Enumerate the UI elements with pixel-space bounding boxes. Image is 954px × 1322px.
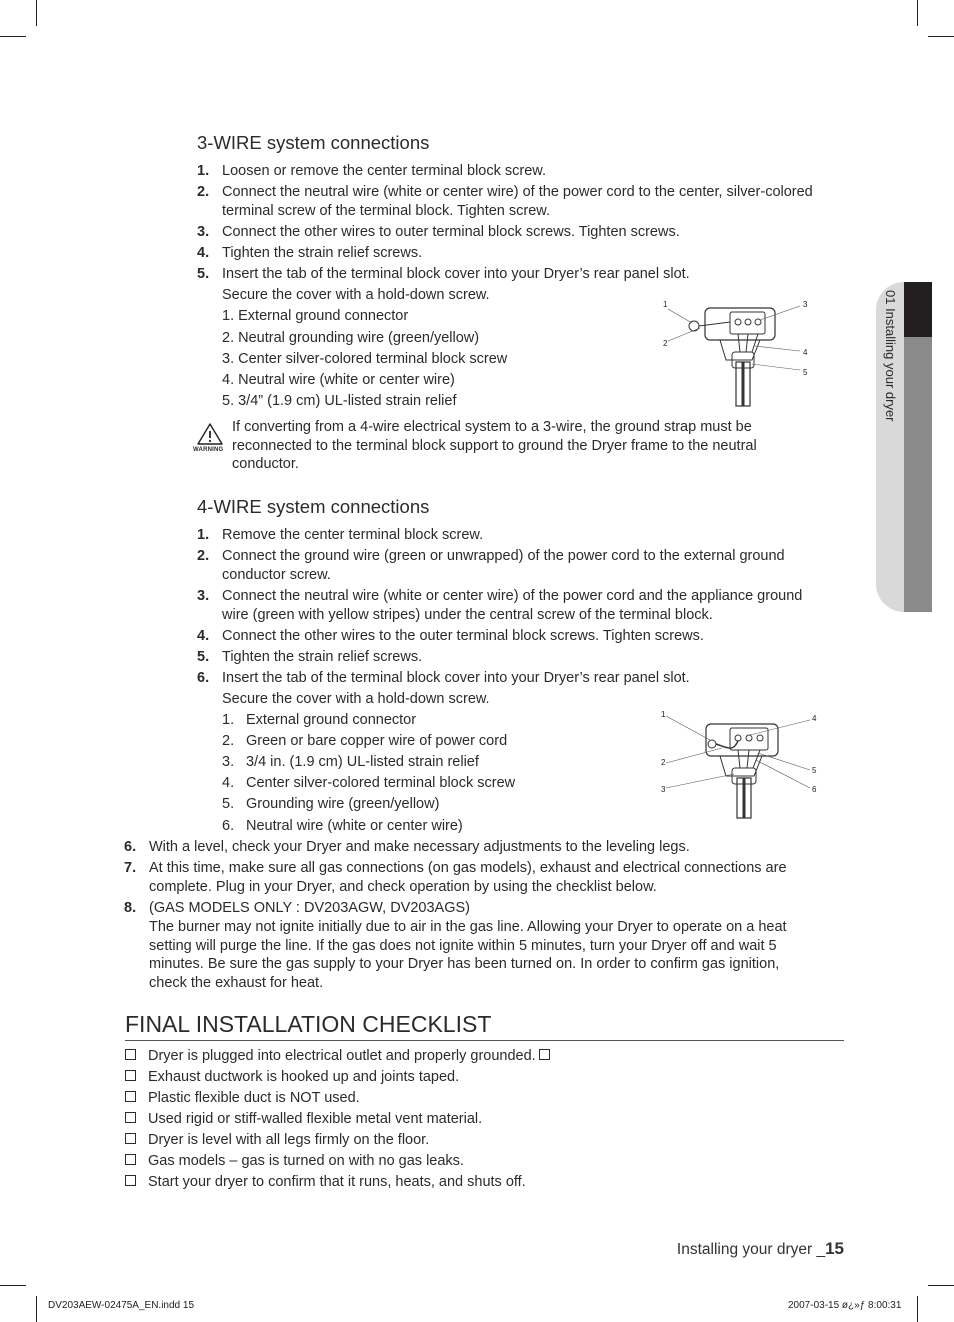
checklist-item: Plastic flexible duct is NOT used.	[125, 1088, 360, 1108]
chapter-tab-marker	[904, 282, 932, 337]
section-heading-4-wire: 4-WIRE system connections	[197, 496, 430, 517]
diagram-callout: 5	[812, 766, 817, 775]
chapter-tab-bar	[904, 337, 932, 612]
crop-mark	[0, 1285, 26, 1286]
checkbox-icon	[125, 1049, 136, 1060]
diagram-callout: 4	[803, 348, 808, 357]
checkbox-icon	[539, 1049, 550, 1060]
part-label: 4. Neutral wire (white or center wire)	[222, 372, 455, 388]
crop-mark	[0, 36, 26, 37]
part-label: 6. Neutral wire (white or center wire)	[222, 818, 463, 834]
print-timestamp: 2007-03-15 ø¿»ƒ 8:00:31	[788, 1300, 902, 1311]
diagram-callout: 4	[812, 714, 817, 723]
checkbox-icon	[125, 1091, 136, 1102]
checklist-item: Dryer is level with all legs firmly on the floor.	[125, 1130, 429, 1150]
diagram-callout: 1	[661, 710, 666, 719]
checkbox-icon	[125, 1133, 136, 1144]
file-slug: DV203AEW-02475A_EN.indd 15	[48, 1300, 195, 1311]
checklist-item: Start your dryer to confirm that it runs, heats, and shuts off.	[125, 1172, 526, 1192]
warning-icon	[196, 422, 224, 446]
crop-mark	[36, 0, 37, 26]
warning-text: If converting from a 4-wire electrical system to a 3-wire, the ground strap must be reconnected to the terminal block support to ground the Dryer frame to the neutral conductor.	[232, 419, 757, 472]
part-label: 2. Green or bare copper wire of power cord	[222, 733, 508, 749]
crop-mark	[928, 1285, 954, 1286]
diagram-callout: 2	[661, 758, 666, 767]
checklist-item: Used rigid or stiff-walled flexible metal vent material.	[125, 1109, 482, 1129]
crop-mark	[917, 0, 918, 26]
page-footer: Installing your dryer _15	[676, 1239, 844, 1258]
checklist-item: Gas models – gas is turned on with no gas leaks.	[125, 1151, 464, 1171]
part-label: 1. External ground connector	[222, 308, 409, 324]
crop-mark	[917, 1296, 918, 1322]
part-label: 1. External ground connector	[222, 712, 417, 728]
part-label: 5. 3/4” (1.9 cm) UL-listed strain relief	[222, 393, 457, 409]
part-label: 3. Center silver-colored terminal block screw	[222, 351, 508, 367]
checklist-item: Dryer is plugged into electrical outlet and properly grounded.	[125, 1046, 550, 1066]
checkbox-icon	[125, 1154, 136, 1165]
diagram-callout: 3	[661, 785, 666, 794]
part-label: 5. Grounding wire (green/yellow)	[222, 796, 440, 812]
checkbox-icon	[125, 1070, 136, 1081]
diagram-callout: 3	[803, 300, 808, 309]
checkbox-icon	[125, 1112, 136, 1123]
checklist-item: Exhaust ductwork is hooked up and joints taped.	[125, 1067, 459, 1087]
diagram-callout: 5	[803, 368, 808, 377]
diagram-callout: 2	[663, 339, 668, 348]
terminal-block-diagram-3-wire	[660, 296, 820, 410]
chapter-tab-label: 01 Installing your dryer	[883, 290, 898, 422]
part-label: 4. Center silver-colored terminal block screw	[222, 775, 516, 791]
part-label: 2. Neutral grounding wire (green/yellow)	[222, 330, 480, 346]
section-heading-3-wire: 3-WIRE system connections	[197, 132, 430, 153]
crop-mark	[36, 1296, 37, 1322]
crop-mark	[928, 36, 954, 37]
diagram-callout: 6	[812, 785, 817, 794]
checkbox-icon	[125, 1175, 136, 1186]
checklist-heading: FINAL INSTALLATION CHECKLIST	[125, 1011, 844, 1041]
part-label: 3. 3/4 in. (1.9 cm) UL-listed strain relief	[222, 754, 479, 770]
warning-icon-label: WARNING	[193, 447, 224, 453]
diagram-callout: 1	[663, 300, 668, 309]
terminal-block-diagram-4-wire	[658, 708, 820, 820]
page-number: 15	[825, 1239, 844, 1258]
